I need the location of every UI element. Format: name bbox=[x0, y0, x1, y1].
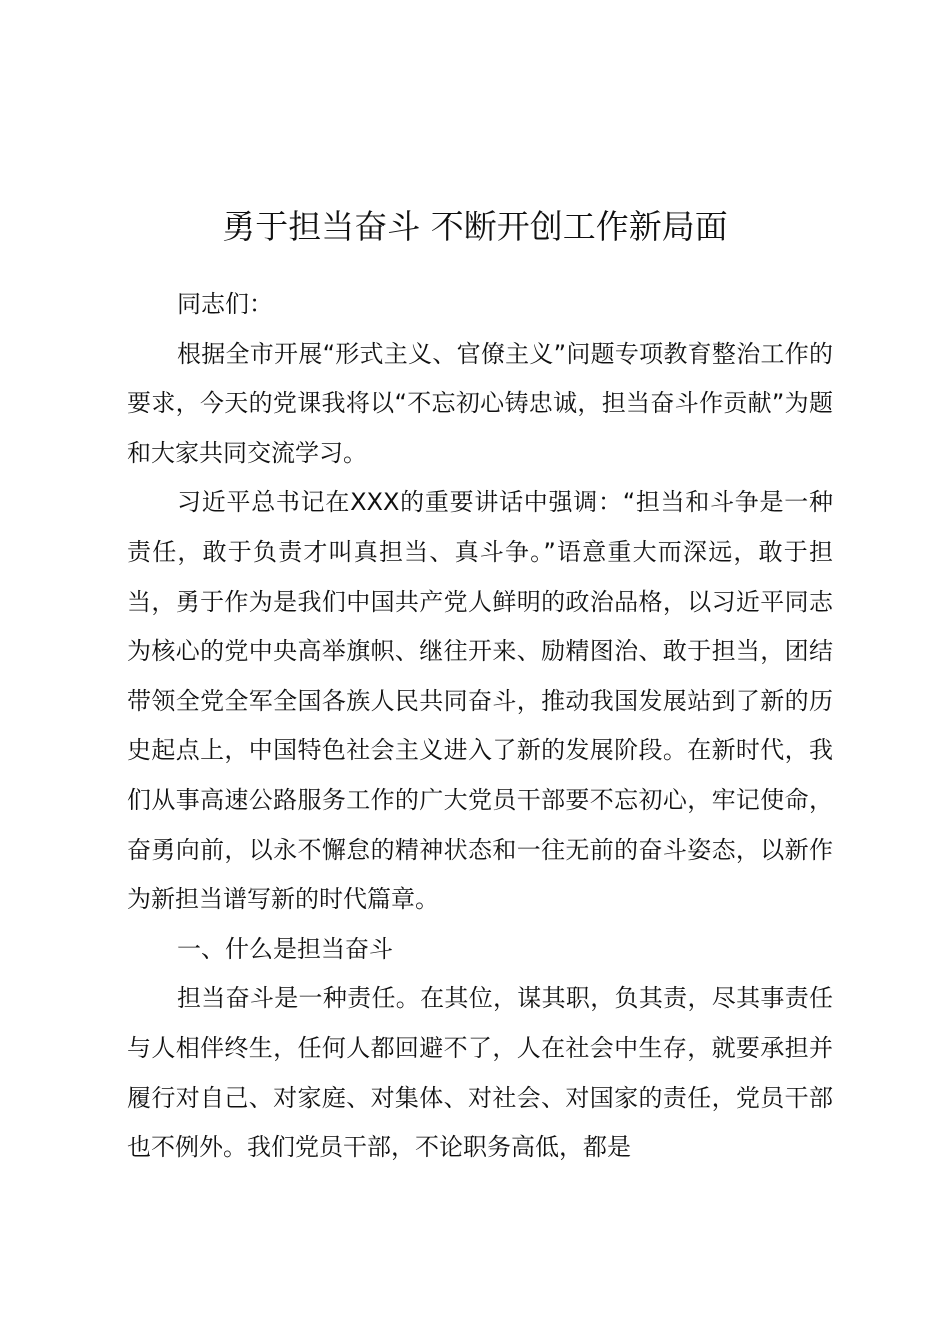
document-body bbox=[127, 280, 833, 1173]
paragraph-speech: 习近平总书记在XXX的重要讲话中强调：“担当和斗争是一种责任，敢于负责才叫真担当、真斗争。”语意重大而深远，敢于担当，勇于作为是我们中国共产党人鲜明的政治品格，以习近平同志为核心的党中央高举旗帜、继往开来、励精图治、敢于担当，团结带领全党全军全国各族人民共同奋斗，推动我国发展站到了新的历史起点上，中国特色社会主义进入了新的发展阶段。在新时代，我们从事高速公路服务工作的广大党员干部要不忘初心，牢记使命，奋勇向前，以永不懈怠的精神状态和一往无前的奋斗姿态，以新作为新担当谱写新的时代篇章。 bbox=[127, 488, 833, 914]
document-title: 勇于担当奋斗 不断开创工作新局面 bbox=[222, 207, 728, 247]
salutation: 同志们： bbox=[177, 290, 273, 318]
paragraph-intro: 根据全市开展“形式主义、官僚主义”问题专项教育整治工作的要求，今天的党课我将以“不忘初心铸忠诚，担当奋斗作贡献”为题和大家共同交流学习。 bbox=[127, 339, 833, 467]
section-heading: 一、什么是担当奋斗 bbox=[177, 934, 393, 963]
paragraph-responsibility: 担当奋斗是一种责任。在其位，谋其职，负其责，尽其事责任与人相伴终生，任何人都回避不了，人在社会中生存，就要承担并履行对自己、对家庭、对集体、对社会、对国家的责任，党员干部也不例外。我们党员干部，不论职务高低，都是 bbox=[127, 984, 833, 1162]
